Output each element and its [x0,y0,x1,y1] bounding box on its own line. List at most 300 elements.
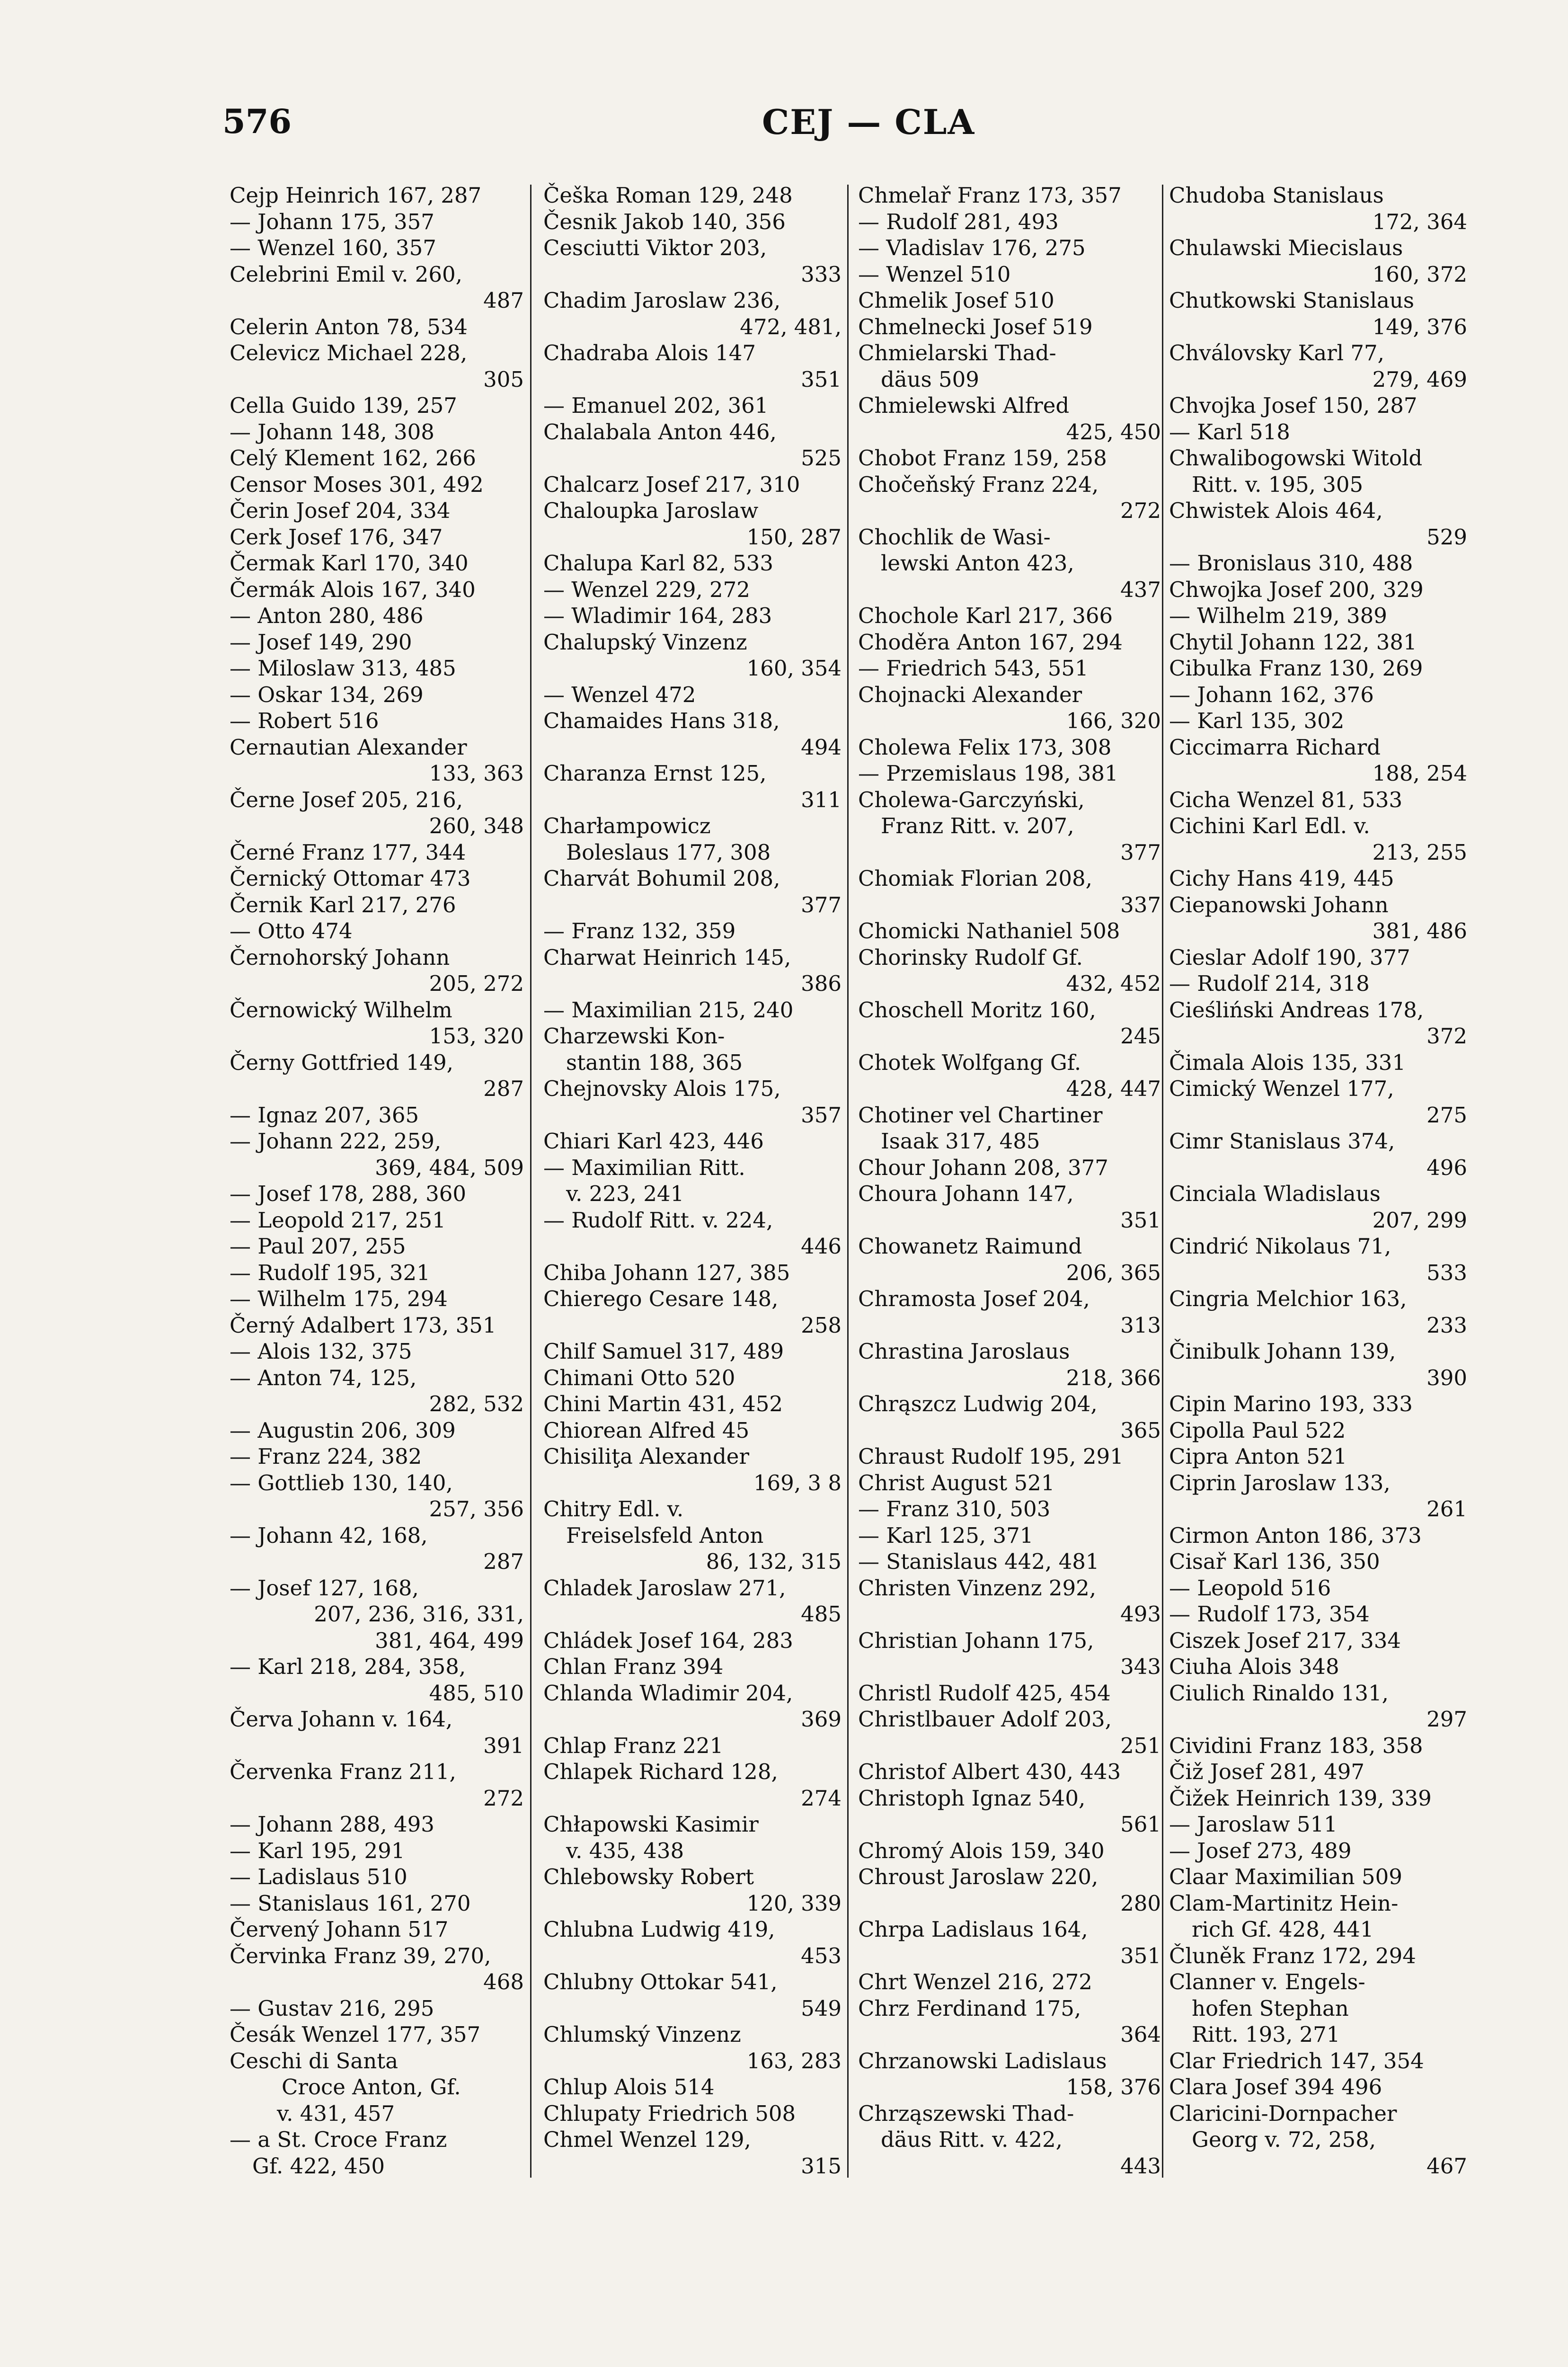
index-entry-line: 315 [801,2153,842,2179]
index-entry-line: Česák Wenzel 177, 357 [230,2022,481,2047]
index-entry-line: 213, 255 [1372,839,1467,865]
index-entry-line: Chrt Wenzel 216, 272 [858,1969,1092,1994]
index-entry-line: Čermak Karl 170, 340 [230,551,469,576]
index-entry-line: 351 [1120,1943,1161,1968]
index-entry-line: Cichy Hans 419, 445 [1169,866,1394,891]
index-entry-line: Cimický Wenzel 177, [1169,1076,1394,1101]
index-entry-line: — Leopold 217, 251 [230,1207,446,1233]
index-entry-line: 357 [801,1102,842,1128]
index-entry-line: — Rudolf 195, 321 [230,1260,430,1285]
index-entry-line: Clara Josef 394 496 [1169,2074,1382,2100]
index-entry-line: Chini Martin 431, 452 [543,1391,783,1416]
index-entry-line: Choschell Moritz 160, [858,997,1096,1023]
index-entry-line: Ciprin Jaroslaw 133, [1169,1470,1391,1495]
index-entry-line: Celerin Anton 78, 534 [230,314,468,339]
index-entry-line: — Oskar 134, 269 [230,682,424,707]
index-entry-line: — Miloslaw 313, 485 [230,656,456,681]
running-head: CEJ — CLA [762,102,975,142]
index-entry-line: Ceschi di Santa [230,2048,399,2073]
index-entry-line: 261 [1426,1496,1467,1522]
index-entry-line: Christl Rudolf 425, 454 [858,1680,1111,1706]
index-entry-line: Choura Johann 147, [858,1181,1074,1206]
index-entry-line: Chwalibogowski Witold [1169,445,1423,471]
index-entry-line: 245 [1120,1023,1161,1049]
index-entry-line: 297 [1426,1707,1467,1732]
index-entry-line: Boleslaus 177, 308 [566,839,771,865]
index-entry-line: Chiorean Alfred 45 [543,1417,750,1443]
index-entry-line: Chmelař Franz 173, 357 [858,183,1122,208]
index-entry-line: 257, 356 [429,1496,524,1522]
index-entry-line: 150, 287 [746,524,842,550]
index-entry-line: 120, 339 [746,1890,842,1916]
index-entry-line: — Wenzel 472 [543,682,696,707]
index-entry-line: — Maximilian 215, 240 [543,997,794,1023]
index-entry-line: — Przemislaus 198, 381 [858,761,1118,786]
index-entry-line: Chadim Jaroslaw 236, [543,288,781,313]
index-entry-line: — Anton 280, 486 [230,603,424,628]
index-entry-line: 377 [801,892,842,917]
index-entry-line: Chutkowski Stanislaus [1169,288,1414,313]
index-entry-line: 493 [1120,1602,1161,1627]
index-entry-line: 428, 447 [1066,1076,1161,1101]
index-entry-line: 533 [1426,1260,1467,1285]
index-entry-line: Chlebowsky Robert [543,1864,754,1889]
index-entry-line: — Johann 175, 357 [230,209,434,234]
index-entry-line: v. 435, 438 [566,1838,684,1863]
index-entry-line: Červenka Franz 211, [230,1759,456,1784]
index-entry-line: — Josef 149, 290 [230,629,412,655]
index-entry-line: Chmelik Josef 510 [858,288,1054,313]
index-entry-line: Činibulk Johann 139, [1169,1339,1396,1364]
index-entry-line: Clanner v. Engels- [1169,1969,1365,1994]
index-entry-line: — Karl 125, 371 [858,1522,1034,1548]
index-entry-line: 133, 363 [429,761,524,786]
index-entry-line: Chiba Johann 127, 385 [543,1260,790,1285]
index-entry-line: 390 [1426,1365,1467,1390]
index-entry-line: Chulawski Miecislaus [1169,235,1403,260]
index-entry-line: Chojnacki Alexander [858,682,1082,707]
index-entry-line: Christoph Ignaz 540, [858,1785,1086,1811]
index-entry-line: Chmel Wenzel 129, [543,2127,751,2152]
index-entry-line: Chládek Josef 164, 283 [543,1628,793,1653]
index-entry-line: 207, 299 [1372,1207,1467,1233]
index-entry-line: Charanza Ernst 125, [543,761,767,786]
index-entry-line: lewski Anton 423, [881,551,1074,576]
index-entry-line: Chroust Jaroslaw 220, [858,1864,1098,1889]
index-entry-line: Chour Johann 208, 377 [858,1155,1108,1180]
index-entry-line: Clam-Martinitz Hein- [1169,1890,1399,1916]
index-entry-line: 453 [801,1943,842,1968]
index-entry-line: Charzewski Kon- [543,1023,725,1049]
index-entry-line: Chilf Samuel 317, 489 [543,1339,784,1364]
index-entry-line: 487 [483,288,524,313]
index-entry-line: 86, 132, 315 [706,1549,842,1574]
index-entry-line: — Gustav 216, 295 [230,1995,434,2021]
index-entry-line: Cejp Heinrich 167, 287 [230,183,482,208]
index-entry-line: Chomiak Florian 208, [858,866,1092,891]
index-entry-line: Chobot Franz 159, 258 [858,445,1107,471]
index-entry-line: Choděra Anton 167, 294 [858,629,1123,655]
index-entry-line: 305 [483,366,524,392]
index-entry-line: Chisiliţa Alexander [543,1444,749,1469]
index-entry-line: 443 [1120,2153,1161,2179]
index-entry-line: — Franz 224, 382 [230,1444,422,1469]
index-entry-line: Červa Johann v. 164, [230,1707,453,1732]
index-entry-line: Chladek Jaroslaw 271, [543,1575,786,1601]
index-entry-line: Chmelnecki Josef 519 [858,314,1093,339]
index-entry-line: 381, 464, 499 [375,1628,524,1653]
index-entry-line: Chalupský Vinzenz [543,629,747,655]
index-entry-line: Christian Johann 175, [858,1628,1094,1653]
index-entry-line: Cesciutti Viktor 203, [543,235,767,260]
index-entry-line: Cerk Josef 176, 347 [230,524,443,550]
column-divider [847,185,849,2178]
index-entry-line: 351 [1120,1207,1161,1233]
column-divider [1162,185,1163,2178]
index-entry-line: 279, 469 [1372,366,1467,392]
index-entry-line: 343 [1120,1654,1161,1679]
index-entry-line: — Paul 207, 255 [230,1234,406,1259]
index-entry-line: 260, 348 [429,813,524,838]
index-entry-line: — Johann 222, 259, [230,1129,442,1154]
index-entry-line: 468 [483,1969,524,1994]
index-entry-line: Chaloupka Jaroslaw [543,498,759,523]
index-entry-line: Chlan Franz 394 [543,1654,724,1679]
index-entry-line: Černy Gottfried 149, [230,1050,453,1075]
index-entry-line: v. 431, 457 [277,2100,395,2126]
index-entry-line: Chitry Edl. v. [543,1496,684,1522]
index-entry-line: Chrząszewski Thad- [858,2100,1074,2126]
index-entry-line: 272 [483,1785,524,1811]
index-entry-line: 432, 452 [1066,971,1161,996]
index-entry-line: Chválovsky Karl 77, [1169,340,1384,365]
index-entry-line: Cernautian Alexander [230,734,467,760]
page-header [222,102,1169,154]
index-entry-line: — Wenzel 160, 357 [230,235,436,260]
index-entry-line: — Franz 310, 503 [858,1496,1051,1522]
index-entry-line: 529 [1426,524,1467,550]
index-entry-line: Chejnovsky Alois 175, [543,1076,781,1101]
index-entry-line: Chalcarz Josef 217, 310 [543,472,800,497]
index-column-3 [858,182,1161,2185]
index-entry-line: Christlbauer Adolf 203, [858,1707,1112,1732]
index-entry-line: Cella Guido 139, 257 [230,393,457,418]
index-entry-line: 446 [801,1234,842,1259]
index-entry-line: Cholewa-Garczyński, [858,787,1085,812]
index-entry-line: Ciulich Rinaldo 131, [1169,1680,1389,1706]
index-entry-line: 166, 320 [1066,708,1161,733]
index-entry-line: Česnik Jakob 140, 356 [543,209,786,234]
index-entry-line: — Josef 127, 168, [230,1575,419,1601]
index-entry-line: Cividini Franz 183, 358 [1169,1733,1423,1758]
index-entry-line: 218, 366 [1066,1365,1161,1390]
index-entry-line: — Leopold 516 [1169,1575,1331,1601]
index-entry-line: — Emanuel 202, 361 [543,393,769,418]
index-column-1 [230,182,524,2185]
index-entry-line: Chromý Alois 159, 340 [858,1838,1105,1863]
index-entry-line: 251 [1120,1733,1161,1758]
index-entry-line: Cinciala Wladislaus [1169,1181,1381,1206]
index-entry-line: Isaak 317, 485 [881,1129,1040,1154]
index-entry-line: Čermák Alois 167, 340 [230,577,476,602]
index-entry-line: Chlapek Richard 128, [543,1759,778,1784]
index-entry-line: — Friedrich 543, 551 [858,656,1089,681]
index-entry-line: — Bronislaus 310, 488 [1169,551,1413,576]
index-entry-line: Cirmon Anton 186, 373 [1169,1522,1422,1548]
index-entry-line: Chrastina Jaroslaus [858,1339,1070,1364]
index-entry-line: Chlumský Vinzenz [543,2022,741,2047]
index-entry-line: 311 [801,787,842,812]
index-entry-line: Chrąszcz Ludwig 204, [858,1391,1098,1416]
index-entry-line: 467 [1426,2153,1467,2179]
index-entry-line: Chlupaty Friedrich 508 [543,2100,796,2126]
index-entry-line: — Josef 178, 288, 360 [230,1181,467,1206]
index-entry-line: Charłampowicz [543,813,711,838]
index-entry-line: Croce Anton, Gf. [282,2074,461,2100]
index-entry-line: 351 [801,366,842,392]
index-entry-line: Chočeňský Franz 224, [858,472,1099,497]
index-entry-line: Chrzanowski Ladislaus [858,2048,1107,2073]
index-entry-line: Cieslar Adolf 190, 377 [1169,944,1410,970]
index-entry-line: 272 [1120,498,1161,523]
index-entry-line: Chotek Wolfgang Gf. [858,1050,1081,1075]
index-entry-line: 369 [801,1707,842,1732]
index-entry-line: — Stanislaus 442, 481 [858,1549,1099,1574]
index-entry-line: Čimala Alois 135, 331 [1169,1050,1406,1075]
index-entry-line: Chrz Ferdinand 175, [858,1995,1081,2021]
index-entry-line: — Robert 516 [230,708,379,733]
index-entry-line: Černe Josef 205, 216, [230,787,463,812]
index-entry-line: 233 [1426,1312,1467,1338]
index-entry-line: Gf. 422, 450 [252,2153,385,2179]
index-entry-line: Ciuha Alois 348 [1169,1654,1339,1679]
index-entry-line: Chmielarski Thad- [858,340,1056,365]
index-entry-line: — Franz 132, 359 [543,918,736,943]
index-entry-line: — Vladislav 176, 275 [858,235,1086,260]
index-entry-line: Christ August 521 [858,1470,1055,1495]
index-entry-line: — Ladislaus 510 [230,1864,408,1889]
index-entry-line: — Rudolf 281, 493 [858,209,1059,234]
index-entry-line: Chramosta Josef 204, [858,1286,1090,1311]
index-entry-line: 313 [1120,1312,1161,1338]
index-entry-line: 425, 450 [1066,419,1161,445]
index-entry-line: Censor Moses 301, 492 [230,472,484,497]
index-entry-line: Chrpa Ladislaus 164, [858,1917,1088,1942]
index-entry-line: Chadraba Alois 147 [543,340,756,365]
index-entry-line: 494 [801,734,842,760]
index-entry-line: — Karl 195, 291 [230,1838,405,1863]
index-entry-line: — Rudolf 173, 354 [1169,1602,1370,1627]
index-entry-line: — a St. Croce Franz [230,2127,447,2152]
index-entry-line: Černik Karl 217, 276 [230,892,456,917]
index-entry-line: 485 [801,1602,842,1627]
index-entry-line: — Wladimir 164, 283 [543,603,772,628]
index-entry-line: hofen Stephan [1192,1995,1349,2021]
index-entry-line: Chwistek Alois 464, [1169,498,1383,523]
index-entry-line: Cisař Karl 136, 350 [1169,1549,1380,1574]
index-entry-line: Chalabala Anton 446, [543,419,777,445]
index-entry-line: Cibulka Franz 130, 269 [1169,656,1423,681]
index-entry-line: 205, 272 [429,971,524,996]
index-entry-line: 207, 236, 316, 331, [314,1602,524,1627]
index-entry-line: 274 [801,1785,842,1811]
index-entry-line: — Alois 132, 375 [230,1339,412,1364]
index-entry-line: 153, 320 [429,1023,524,1049]
index-entry-line: 275 [1426,1102,1467,1128]
index-entry-line: 364 [1120,2022,1161,2047]
index-entry-line: 287 [483,1076,524,1101]
index-entry-line: 280 [1120,1890,1161,1916]
index-entry-line: Cipin Marino 193, 333 [1169,1391,1413,1416]
index-entry-line: Cimr Stanislaus 374, [1169,1129,1395,1154]
index-entry-line: — Karl 518 [1169,419,1290,445]
index-entry-line: 188, 254 [1372,761,1467,786]
index-entry-line: Claar Maximilian 509 [1169,1864,1402,1889]
index-entry-line: Ciepanowski Johann [1169,892,1389,917]
index-entry-line: Chalupa Karl 82, 533 [543,551,773,576]
index-entry-line: Čiž Josef 281, 497 [1169,1759,1365,1784]
index-entry-line: Christen Vinzenz 292, [858,1575,1097,1601]
index-entry-line: 206, 365 [1066,1260,1161,1285]
index-entry-line: Chomicki Nathaniel 508 [858,918,1120,943]
index-entry-line: Černický Ottomar 473 [230,866,471,891]
index-entry-line: 282, 532 [429,1391,524,1416]
index-entry-line: Chvojka Josef 150, 287 [1169,393,1417,418]
index-entry-line: 287 [483,1549,524,1574]
index-entry-line: Ciszek Josef 217, 334 [1169,1628,1401,1653]
index-entry-line: Ritt. 193, 271 [1192,2022,1340,2047]
index-entry-line: Čerin Josef 204, 334 [230,498,451,523]
index-entry-line: 549 [801,1995,842,2021]
index-entry-line: Celý Klement 162, 266 [230,445,476,471]
index-entry-line: Chotiner vel Chartiner [858,1102,1103,1128]
index-entry-line: 163, 283 [746,2048,842,2073]
index-entry-line: — Josef 273, 489 [1169,1838,1352,1863]
index-entry-line: Chlap Franz 221 [543,1733,724,1758]
index-entry-line: Ritt. v. 195, 305 [1192,472,1364,497]
index-entry-line: 561 [1120,1812,1161,1837]
index-entry-line: Chmielewski Alfred [858,393,1070,418]
index-entry-line: Claricini-Dornpacher [1169,2100,1397,2126]
index-entry-line: — Anton 74, 125, [230,1365,417,1390]
index-entry-line: 160, 372 [1372,261,1467,287]
index-entry-line: Čluněk Franz 172, 294 [1169,1943,1416,1968]
index-entry-line: 172, 364 [1372,209,1467,234]
index-entry-line: — Maximilian Ritt. [543,1155,745,1180]
index-entry-line: 437 [1120,577,1161,602]
index-entry-line: — Stanislaus 161, 270 [230,1890,471,1916]
index-entry-line: Chlanda Wladimir 204, [543,1680,793,1706]
page-number: 576 [222,102,292,141]
index-entry-line: — Ignaz 207, 365 [230,1102,419,1128]
index-entry-line: 372 [1426,1023,1467,1049]
index-entry-line: v. 223, 241 [566,1181,684,1206]
index-entry-line: Chudoba Stanislaus [1169,183,1384,208]
index-entry-line: däus Ritt. v. 422, [881,2127,1063,2152]
index-entry-line: Černowický Wilhelm [230,997,452,1023]
index-entry-line: Chamaides Hans 318, [543,708,780,733]
index-entry-line: Černé Franz 177, 344 [230,839,466,865]
index-entry-line: Češka Roman 129, 248 [543,183,793,208]
index-column-2 [543,182,842,2185]
index-entry-line: Chlup Alois 514 [543,2074,715,2100]
index-entry-line: Cipolla Paul 522 [1169,1417,1346,1443]
index-entry-line: Cichini Karl Edl. v. [1169,813,1370,838]
index-entry-line: Cipra Anton 521 [1169,1444,1347,1469]
index-entry-line: Charvát Bohumil 208, [543,866,780,891]
index-entry-line: — Rudolf 214, 318 [1169,971,1370,996]
index-entry-line: Clar Friedrich 147, 354 [1169,2048,1424,2073]
index-column-4 [1169,182,1467,2185]
index-entry-line: Chraust Rudolf 195, 291 [858,1444,1124,1469]
index-entry-line: 369, 484, 509 [375,1155,524,1180]
index-entry-line: — Wenzel 229, 272 [543,577,750,602]
index-entry-line: Cindrić Nikolaus 71, [1169,1234,1391,1259]
index-entry-line: däus 509 [881,366,979,392]
index-entry-line: Cholewa Felix 173, 308 [858,734,1112,760]
index-entry-line: Celebrini Emil v. 260, [230,261,462,287]
index-entry-line: Červený Johann 517 [230,1917,449,1942]
index-entry-line: — Wenzel 510 [858,261,1011,287]
index-entry-line: Černohorský Johann [230,944,450,970]
index-entry-line: Chwojka Josef 200, 329 [1169,577,1424,602]
index-entry-line: 472, 481, [740,314,842,339]
index-entry-line: Ciccimarra Richard [1169,734,1381,760]
index-entry-line: 337 [1120,892,1161,917]
index-entry-line: 160, 354 [746,656,842,681]
index-entry-line: — Johann 288, 493 [230,1812,434,1837]
index-entry-line: Chimani Otto 520 [543,1365,735,1390]
index-entry-line: — Johann 42, 168, [230,1522,428,1548]
index-entry-line: 485, 510 [429,1680,524,1706]
index-entry-line: — Gottlieb 130, 140, [230,1470,453,1495]
index-entry-line: 386 [801,971,842,996]
index-entry-line: 391 [483,1733,524,1758]
index-entry-line: Celevicz Michael 228, [230,340,468,365]
index-entry-line: Franz Ritt. v. 207, [881,813,1074,838]
index-entry-line: — Karl 135, 302 [1169,708,1345,733]
index-entry-line: Charwat Heinrich 145, [543,944,791,970]
index-entry-line: — Karl 218, 284, 358, [230,1654,466,1679]
index-entry-line: — Augustin 206, 309 [230,1417,456,1443]
index-entry-line: 365 [1120,1417,1161,1443]
index-entry-line: — Jaroslaw 511 [1169,1812,1338,1837]
index-entry-line: Černý Adalbert 173, 351 [230,1312,496,1338]
index-entry-line: Cicha Wenzel 81, 533 [1169,787,1403,812]
index-entry-line: — Rudolf Ritt. v. 224, [543,1207,773,1233]
index-entry-line: 377 [1120,839,1161,865]
index-entry-line: Chochole Karl 217, 366 [858,603,1113,628]
index-entry-line: Cingria Melchior 163, [1169,1286,1407,1311]
index-entry-line: Chierego Cesare 148, [543,1286,779,1311]
index-entry-line: Chłapowski Kasimir [543,1812,759,1837]
index-entry-line: Christof Albert 430, 443 [858,1759,1121,1784]
index-entry-line: 525 [801,445,842,471]
index-entry-line: Červinka Franz 39, 270, [230,1943,491,1968]
index-entry-line: 158, 376 [1066,2074,1161,2100]
index-entry-line: Freiselsfeld Anton [566,1522,764,1548]
column-divider [530,185,532,2178]
index-entry-line: — Johann 162, 376 [1169,682,1374,707]
index-entry-line: 169, 3 8 [753,1470,842,1495]
index-entry-line: 333 [801,261,842,287]
index-entry-line: 381, 486 [1372,918,1467,943]
index-entry-line: — Wilhelm 175, 294 [230,1286,448,1311]
index-entry-line: stantin 188, 365 [566,1050,743,1075]
index-entry-line: — Wilhelm 219, 389 [1169,603,1387,628]
index-entry-line: — Otto 474 [230,918,353,943]
index-entry-line: Chytil Johann 122, 381 [1169,629,1417,655]
